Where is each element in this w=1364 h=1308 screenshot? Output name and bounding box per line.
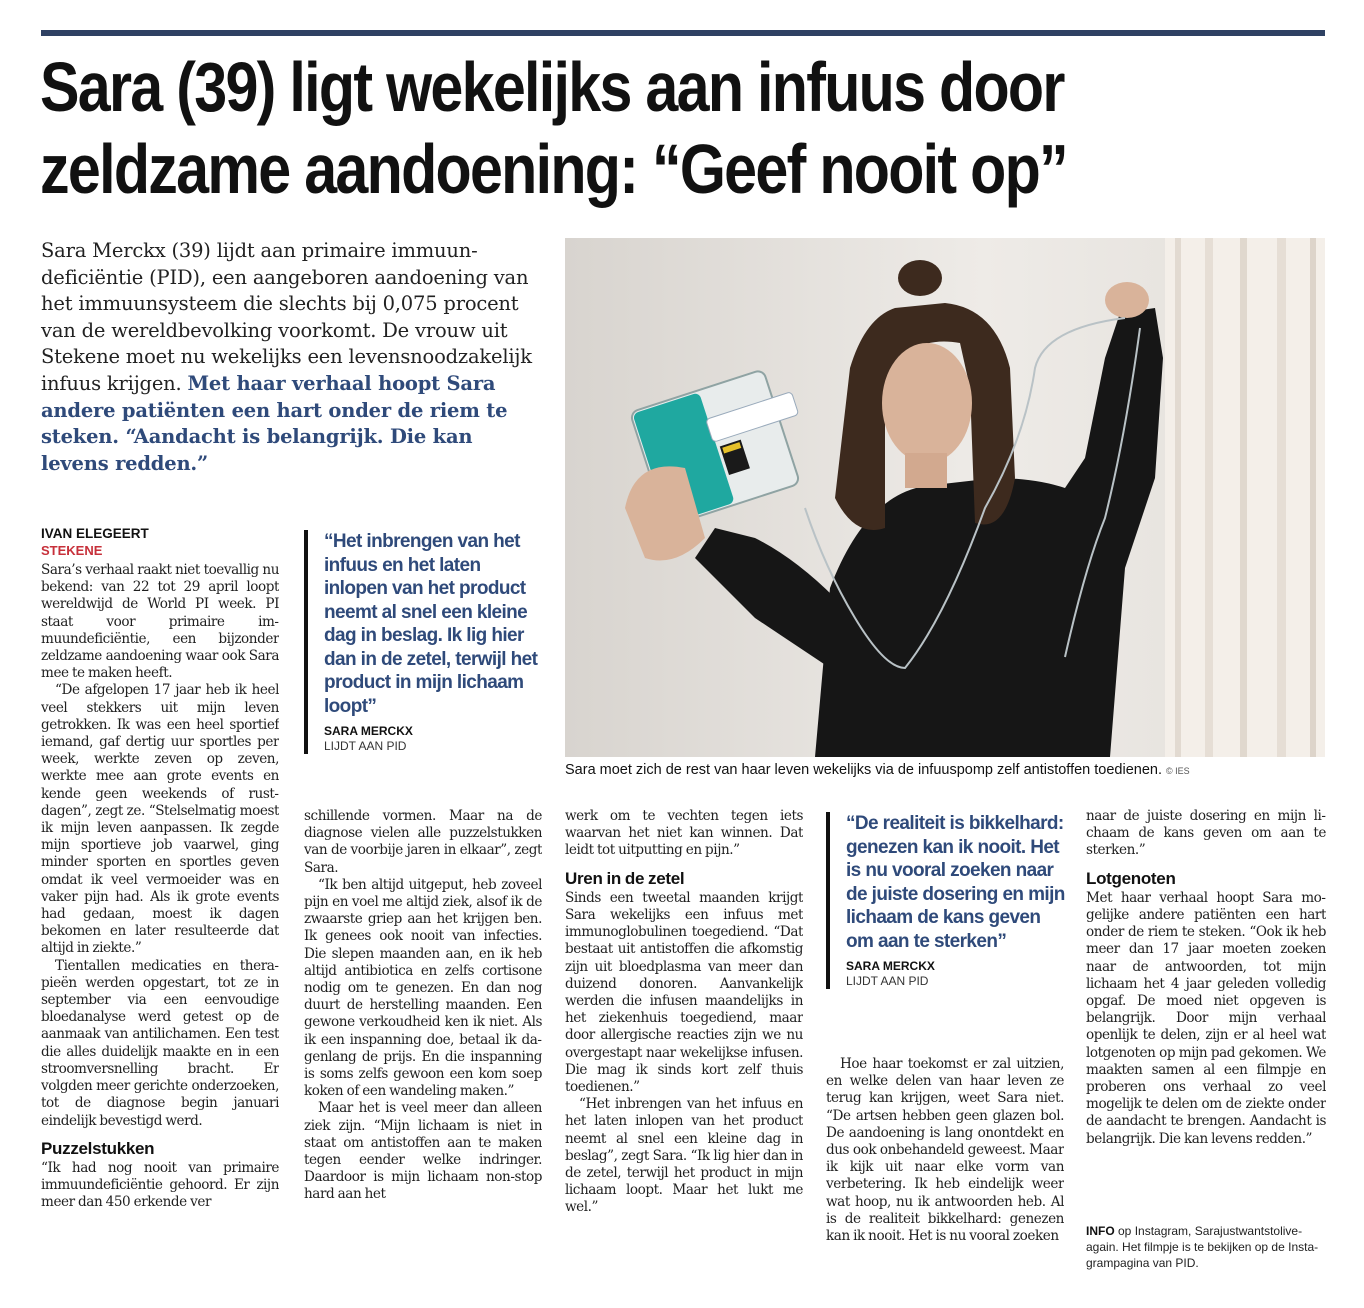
intro-paragraph xyxy=(41,238,541,477)
headline-line-1: Sara (39) ligt wekelijks aan infuus door xyxy=(40,48,1064,126)
col4-paragraph-1: Hoe haar toekomst er zal uitzien, en welke delen van haar leven ze terug kan krijgen, weet Sara niet. “De artsen hebben geen glazen bol. De aandoening is lang onontdekt en dus ook onbehandeld geweest. Maar ik kijk uit naar elke vorm van verbetering. Ik heb eindelijk weer wat hoop, nu ik antwoorden heb. Al is de realiteit bikkelhard: genezen kan ik nooit. Het is nu vooral zoeken xyxy=(826,1056,1064,1245)
col2-paragraph-3: Maar het is veel meer dan alleen ziek zijn. “Mijn lichaam is niet in staat om antistoffen aan te maken tegen eender welke indringer. Daardoor is mijn lichaam non-stop hard aan het xyxy=(304,1100,542,1203)
col2-paragraph-2: “Ik ben altijd uitgeput, heb zoveel pijn en voel me altijd ziek, alsof ik de zwaarste griep aan het krijgen ben. Ik genees ook nooit van infecties. Die slepen maanden aan, en ik heb altijd antibiotica en zelfs cortisone nodig om te genezen. En dan nog duurt de herstelling maanden. Een gewone verkoudheid ken ik niet. Als ik een inspanning doe, betaal ik dagenlang de prijs. En die inspanning is soms zelfs gewoon een kom soep koken of een wandeling maken.” xyxy=(304,876,542,1100)
byline-location: STEKENE xyxy=(41,543,103,558)
pull-quote-1 xyxy=(304,530,544,754)
info-box xyxy=(1086,1223,1326,1271)
col1-paragraph-3: Tientallen medicaties en therapieën werden opgestart, tot ze in september via een eenvoudige bloedanalyse werd getest op de aanmaak van antilichamen. Een test die alles duidelijk maakte en in een stroomversnelling bracht. Er volgden meer gerichte onderzoeken, tot de diagnose begin januari eindelijk bevestigd werd. xyxy=(41,957,279,1129)
neck xyxy=(905,453,947,488)
curtain xyxy=(1165,238,1325,757)
col3-paragraph-2: Sinds een tweetal maanden krijgt Sara wekelijks een infuus met immunoglobulinen toegediend. “Dat bestaat uit antistoffen die afkomstig zijn uit bloedplasma van meer dan duizend donoren. Aanvankelijk werden die infusen maandelijks in het ziekenhuis toegediend, maar door allergische reacties zijn we nu overgestapt naar wekelijkse infusen. Die mag ik sinds kort zelf thuis toedienen.” xyxy=(565,889,803,1096)
col5-paragraph-1: naar de juiste dosering en mijn lichaam de kans geven om aan te sterken.” xyxy=(1086,808,1326,859)
info-label: INFO xyxy=(1086,1224,1115,1238)
col3-paragraph-3: “Het inbrengen van het infuus en het laten inlopen van het product neemt al snel een kleine dag in beslag”, zegt Sara. “Ik lig hier dan in de zetel, terwijl het product in mijn lichaam loopt. Maar het lukt me wel.” xyxy=(565,1096,803,1216)
raised-hand xyxy=(1105,282,1149,318)
top-rule xyxy=(41,30,1325,36)
intro-text: Sara Merckx (39) lijdt aan primaire immuundeficiëntie (PID), een aangeboren aandoening van het immuunsysteem die slechts bij 0,075 procent van de wereldbevolking voorkomt. De vrouw uit Stekene moet nu wekelijks een levensnoodzakelijk infuus krijgen. xyxy=(41,239,532,395)
pull-quote-1-role: LIJDT AAN PID xyxy=(324,739,407,753)
pull-quote-1-name: SARA MERCKX xyxy=(324,724,413,738)
caption-text: Sara moet zich de rest van haar leven wekelijks via de infuuspomp zelf antistoffen toedienen. xyxy=(565,762,1162,778)
col1-subheading: Puzzelstukken xyxy=(41,1138,155,1158)
photo-credit: © IES xyxy=(1166,766,1190,776)
byline xyxy=(41,525,291,559)
column-1 xyxy=(41,562,279,1280)
column-5 xyxy=(1086,808,1326,1218)
face xyxy=(882,343,972,463)
col1-paragraph-1: Sara’s verhaal raakt niet toevallig nu bekend: van 22 tot 29 april loopt wereldwijd de World PI week. PI staat voor primaire immuundeficiëntie, een bijzonder zeldzame aandoening waar ook Sara mee te maken heeft. xyxy=(41,562,279,682)
pull-quote-2 xyxy=(826,812,1068,989)
article-photo xyxy=(565,238,1325,757)
headline xyxy=(40,46,1130,210)
col5-subheading: Lotgenoten xyxy=(1086,868,1176,888)
column-4 xyxy=(826,1056,1064,1280)
headline-line-2: zeldzame aandoening: “Geef nooit op” xyxy=(40,130,1067,208)
col3-paragraph-1: werk om te vechten tegen iets waarvan het niet kan winnen. Dat leidt tot uitputting en pijn.” xyxy=(565,808,803,859)
photo-caption xyxy=(565,762,1325,778)
pull-quote-2-role: LIJDT AAN PID xyxy=(846,974,929,988)
pull-quote-2-text: “De realiteit is bikkelhard: genezen kan ik nooit. Het is nu vooral zoeken naar de juiste dosering en mijn lichaam de kans geven om aan te sterken” xyxy=(846,813,1065,952)
col1-paragraph-2: “De afgelopen 17 jaar heb ik heel veel stekkers uit mijn leven getrokken. Ik was een heel sportief iemand, gaf dertig uur sportles per week, werkte zeven op zeven, werkte mee aan grote events en kende geen weekends of rustdagen”, zegt ze. “Stelselmatig moest ik mijn leven aanpassen. Ik zegde mijn sportieve job vaarwel, ging minder sporten en sportles geven omdat ik veel vermoeider was en vaker pijn had. Als ik grote events had gedaan, moest ik dagen bekomen en later resulteerde dat altijd in ziekte.” xyxy=(41,682,279,957)
hair-bun xyxy=(898,260,942,296)
info-text: op Instagram, Sarajustwantstoliveagain. Het filmpje is te bekijken op de Instagrampagina van PID. xyxy=(1086,1224,1319,1270)
column-3 xyxy=(565,808,803,1280)
pull-quote-1-text: “Het inbrengen van het infuus en het laten inlopen van het product neemt al snel een kleine dag in beslag. Ik lig hier dan in de zetel, terwijl het product in mijn lichaam loopt” xyxy=(324,531,538,717)
intro-highlight: Met haar verhaal hoopt Sara andere patiënten een hart onder de riem te steken. “Aandacht is belangrijk. Die kan levens redden.” xyxy=(41,371,508,475)
byline-author: IVAN ELEGEERT xyxy=(41,526,149,541)
col1-paragraph-4: “Ik had nog nooit van primaire immuundeficiëntie gehoord. Er zijn meer dan 450 erkende ver xyxy=(41,1159,279,1211)
col3-subheading: Uren in de zetel xyxy=(565,868,685,888)
column-2 xyxy=(304,808,542,1280)
col5-paragraph-2: Met haar verhaal hoopt Sara mogelijke andere patiënten een hart onder de riem te steken. “Ook ik heb meer dan 17 jaar moeten zoeken naar de antwoorden, tot mijn lichaam het 4 jaar geleden volledig opgaf. De moed niet opgeven is belangrijk. Door mijn verhaal openlijk te delen, zijn er al heel wat lotgenoten op mijn pad gekomen. We maakten samen al een filmpje en proberen ons verhaal zo veel mogelijk te delen om de ziekte onder de aandacht te brengen. Aandacht is belangrijk. Die kan levens redden.” xyxy=(1086,889,1326,1147)
photo-illustration xyxy=(565,238,1325,757)
pull-quote-2-name: SARA MERCKX xyxy=(846,959,935,973)
col2-paragraph-1: schillende vormen. Maar na de diagnose vielen alle puzzelstukken van de voorbije jaren in elkaar”, zegt Sara. xyxy=(304,808,542,876)
